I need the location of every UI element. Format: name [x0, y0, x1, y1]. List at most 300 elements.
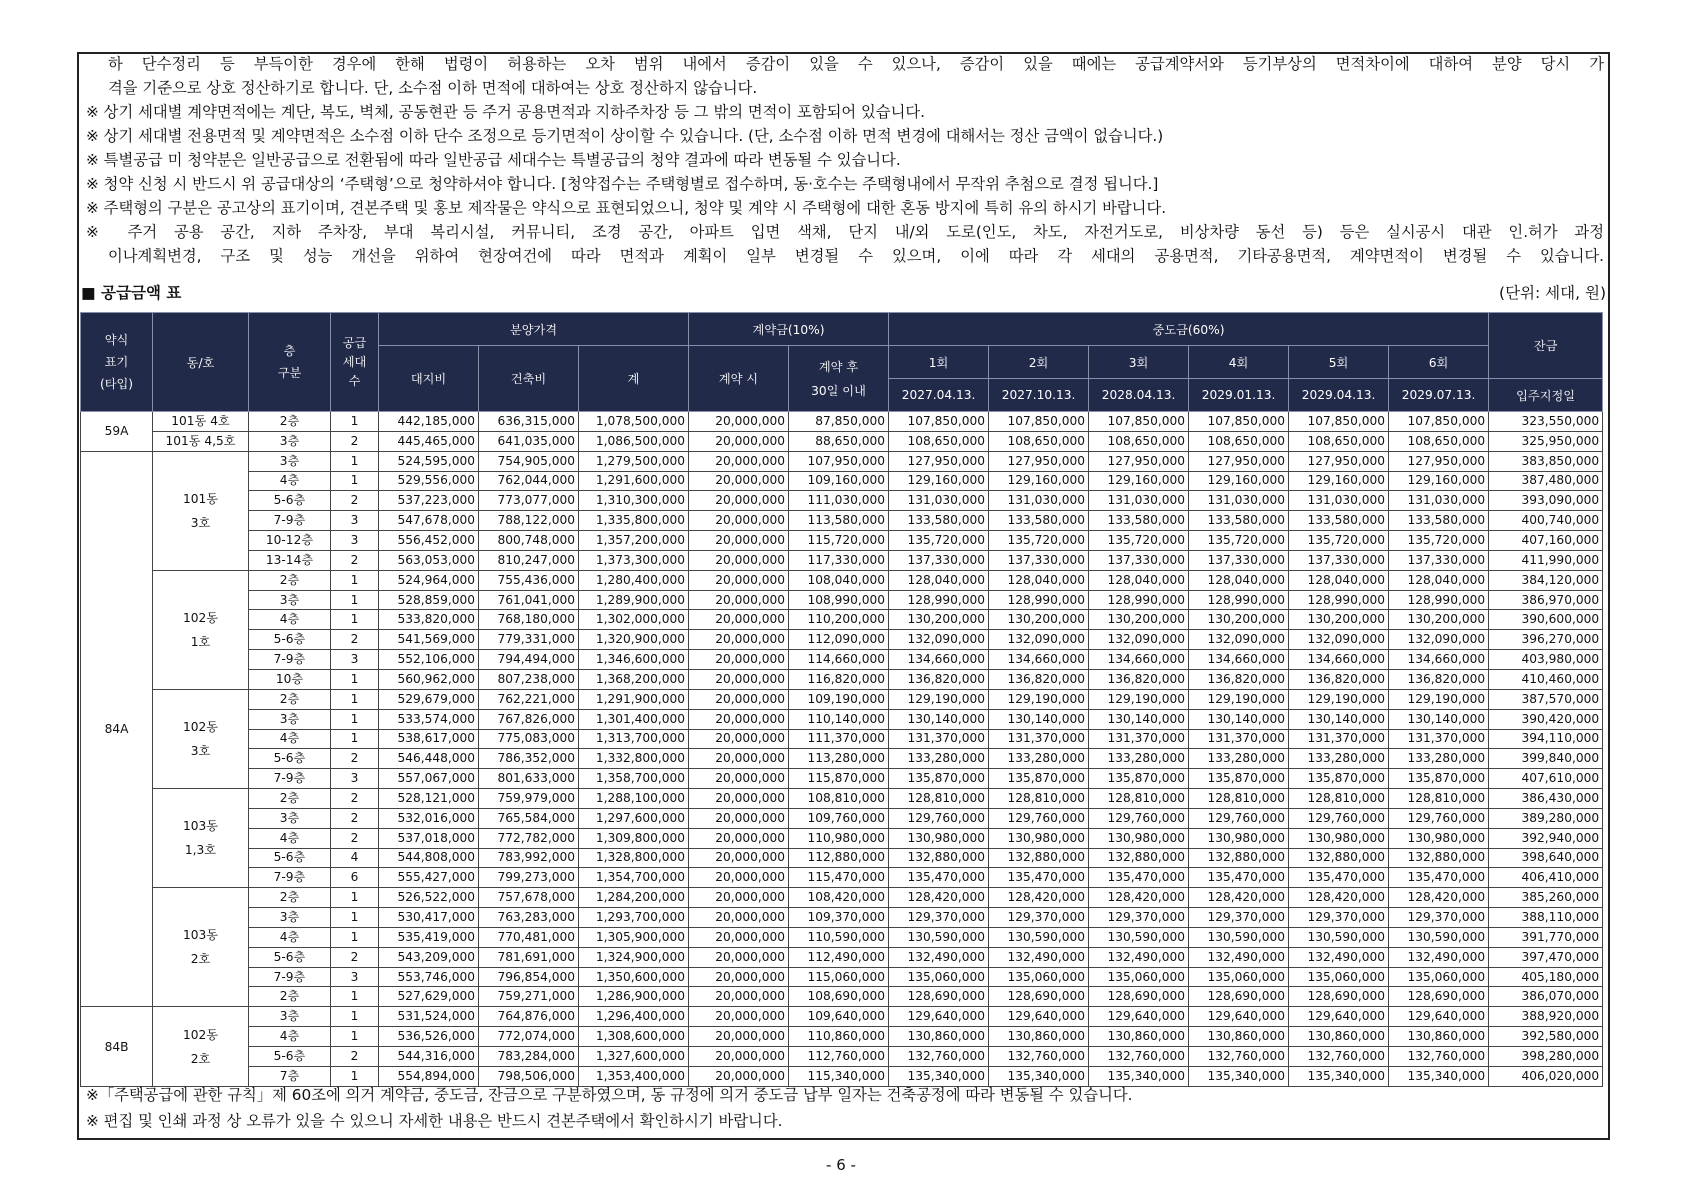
amount-cell: 1,086,500,000 — [579, 431, 689, 451]
amount-cell: 1,358,700,000 — [579, 769, 689, 789]
amount-cell: 135,870,000 — [989, 769, 1089, 789]
amount-cell: 524,964,000 — [379, 570, 479, 590]
amount-cell: 1,354,700,000 — [579, 868, 689, 888]
floor-cell: 5-6층 — [249, 749, 331, 769]
header-balance-date: 입주지정일 — [1489, 379, 1603, 412]
note-line: ※ 주택형의 구분은 공고상의 표기이며, 견본주택 및 홍보 제작물은 약식으로 표현되었으니, 청약 및 계약 시 주택형에 대한 혼동 방지에 특히 유의 하시기 바랍니다. — [86, 199, 1167, 217]
amount-cell: 133,280,000 — [1089, 749, 1189, 769]
type-cell: 84A — [81, 451, 153, 1007]
amount-cell: 768,180,000 — [479, 610, 579, 630]
amount-cell: 107,850,000 — [989, 412, 1089, 432]
amount-cell: 132,490,000 — [1289, 947, 1389, 967]
amount-cell: 135,340,000 — [989, 1066, 1089, 1086]
table-row — [81, 888, 1603, 908]
amount-cell: 385,260,000 — [1489, 888, 1603, 908]
amount-cell: 755,436,000 — [479, 570, 579, 590]
supply-count-cell: 3 — [331, 531, 379, 551]
floor-cell: 3층 — [249, 1007, 331, 1027]
floor-cell: 7-9층 — [249, 769, 331, 789]
amount-cell: 135,060,000 — [1089, 967, 1189, 987]
header-building: 건축비 — [479, 346, 579, 412]
table-row — [81, 630, 1603, 650]
amount-cell: 133,280,000 — [1389, 749, 1489, 769]
amount-cell: 794,494,000 — [479, 650, 579, 670]
amount-cell: 112,880,000 — [789, 848, 889, 868]
supply-count-cell: 6 — [331, 868, 379, 888]
amount-cell: 1,297,600,000 — [579, 808, 689, 828]
amount-cell: 390,420,000 — [1489, 709, 1603, 729]
supply-count-cell: 1 — [331, 689, 379, 709]
amount-cell: 130,590,000 — [889, 927, 989, 947]
amount-cell: 127,950,000 — [889, 451, 989, 471]
header-round-date: 2027.10.13. — [989, 379, 1089, 412]
amount-cell: 137,330,000 — [1389, 550, 1489, 570]
amount-cell: 393,090,000 — [1489, 491, 1603, 511]
note-line: ※ 청약 신청 시 반드시 위 공급대상의 ‘주택형’으로 청약하셔야 합니다. [청약접수는 주택형별로 접수하며, 동·호수는 주택형내에서 무작위 추첨으로 결정 됩니다.] — [86, 175, 1159, 193]
floor-cell: 3층 — [249, 908, 331, 928]
amount-cell: 407,160,000 — [1489, 531, 1603, 551]
page-number: - 6 - — [826, 1156, 856, 1174]
supply-count-cell: 2 — [331, 749, 379, 769]
amount-cell: 406,410,000 — [1489, 868, 1603, 888]
amount-cell: 781,691,000 — [479, 947, 579, 967]
table-row — [81, 709, 1603, 729]
floor-cell: 7-9층 — [249, 868, 331, 888]
table-row — [81, 451, 1603, 471]
table-row — [81, 729, 1603, 749]
amount-cell: 133,280,000 — [1189, 749, 1289, 769]
amount-cell: 112,090,000 — [789, 630, 889, 650]
amount-cell: 127,950,000 — [989, 451, 1089, 471]
amount-cell: 132,880,000 — [1389, 848, 1489, 868]
amount-cell: 108,690,000 — [789, 987, 889, 1007]
floor-cell: 4층 — [249, 1027, 331, 1047]
amount-cell: 110,140,000 — [789, 709, 889, 729]
amount-cell: 135,720,000 — [1089, 531, 1189, 551]
note-line: 이나계획변경, 구조 및 성능 개선을 위하여 현장여건에 따라 면적과 계획이 일부 변경될 수 있으며, 이에 따라 각 세대의 공용면적, 기타공용면적, 계약면적이 변경될 수 있습니다. — [108, 247, 1604, 265]
amount-cell: 137,330,000 — [1189, 550, 1289, 570]
header-balance: 잔금 — [1489, 313, 1603, 379]
table-row — [81, 689, 1603, 709]
amount-cell: 130,860,000 — [1089, 1027, 1189, 1047]
amount-cell: 133,580,000 — [889, 511, 989, 531]
amount-cell: 115,340,000 — [789, 1066, 889, 1086]
supply-count-cell: 1 — [331, 570, 379, 590]
amount-cell: 764,876,000 — [479, 1007, 579, 1027]
header-floor: 층 구분 — [249, 313, 331, 412]
amount-cell: 403,980,000 — [1489, 650, 1603, 670]
amount-cell: 131,030,000 — [1089, 491, 1189, 511]
amount-cell: 1,324,900,000 — [579, 947, 689, 967]
amount-cell: 1,309,800,000 — [579, 828, 689, 848]
amount-cell: 108,650,000 — [1089, 431, 1189, 451]
table-row — [81, 531, 1603, 551]
amount-cell: 128,690,000 — [1289, 987, 1389, 1007]
amount-cell: 387,480,000 — [1489, 471, 1603, 491]
table-row — [81, 431, 1603, 451]
amount-cell: 531,524,000 — [379, 1007, 479, 1027]
amount-cell: 135,720,000 — [889, 531, 989, 551]
amount-cell: 107,950,000 — [789, 451, 889, 471]
amount-cell: 546,448,000 — [379, 749, 479, 769]
supply-count-cell: 1 — [331, 987, 379, 1007]
amount-cell: 20,000,000 — [689, 431, 789, 451]
amount-cell: 132,760,000 — [1189, 1047, 1289, 1067]
amount-cell: 130,590,000 — [1189, 927, 1289, 947]
amount-cell: 136,820,000 — [889, 669, 989, 689]
table-row — [81, 749, 1603, 769]
floor-cell: 3층 — [249, 431, 331, 451]
floor-cell: 4층 — [249, 927, 331, 947]
amount-cell: 129,760,000 — [989, 808, 1089, 828]
amount-cell: 135,470,000 — [1389, 868, 1489, 888]
supply-count-cell: 1 — [331, 1027, 379, 1047]
amount-cell: 557,067,000 — [379, 769, 479, 789]
amount-cell: 131,030,000 — [889, 491, 989, 511]
supply-count-cell: 3 — [331, 769, 379, 789]
amount-cell: 135,340,000 — [1189, 1066, 1289, 1086]
floor-cell: 2층 — [249, 789, 331, 809]
amount-cell: 127,950,000 — [1289, 451, 1389, 471]
supply-count-cell: 1 — [331, 451, 379, 471]
amount-cell: 129,370,000 — [1189, 908, 1289, 928]
amount-cell: 529,556,000 — [379, 471, 479, 491]
amount-cell: 555,427,000 — [379, 868, 479, 888]
supply-count-cell: 1 — [331, 669, 379, 689]
amount-cell: 131,030,000 — [989, 491, 1089, 511]
amount-cell: 391,770,000 — [1489, 927, 1603, 947]
amount-cell: 1,346,600,000 — [579, 650, 689, 670]
amount-cell: 113,580,000 — [789, 511, 889, 531]
amount-cell: 128,810,000 — [989, 789, 1089, 809]
header-middle: 중도금(60%) — [889, 313, 1489, 346]
table-body — [81, 412, 1603, 1087]
amount-cell: 552,106,000 — [379, 650, 479, 670]
amount-cell: 788,122,000 — [479, 511, 579, 531]
amount-cell: 109,190,000 — [789, 689, 889, 709]
amount-cell: 109,760,000 — [789, 808, 889, 828]
amount-cell: 410,460,000 — [1489, 669, 1603, 689]
amount-cell: 128,990,000 — [1289, 590, 1389, 610]
amount-cell: 445,465,000 — [379, 431, 479, 451]
amount-cell: 128,690,000 — [989, 987, 1089, 1007]
amount-cell: 20,000,000 — [689, 590, 789, 610]
amount-cell: 1,078,500,000 — [579, 412, 689, 432]
floor-cell: 3층 — [249, 709, 331, 729]
amount-cell: 20,000,000 — [689, 1007, 789, 1027]
amount-cell: 108,990,000 — [789, 590, 889, 610]
amount-cell: 411,990,000 — [1489, 550, 1603, 570]
amount-cell: 131,370,000 — [1389, 729, 1489, 749]
header-dong-ho: 동/호 — [153, 313, 249, 412]
amount-cell: 130,860,000 — [889, 1027, 989, 1047]
amount-cell: 130,980,000 — [1389, 828, 1489, 848]
floor-cell: 5-6층 — [249, 1047, 331, 1067]
floor-cell: 3층 — [249, 590, 331, 610]
amount-cell: 107,850,000 — [1289, 412, 1389, 432]
floor-cell: 2층 — [249, 987, 331, 1007]
amount-cell: 128,990,000 — [889, 590, 989, 610]
amount-cell: 1,328,800,000 — [579, 848, 689, 868]
amount-cell: 128,420,000 — [1089, 888, 1189, 908]
amount-cell: 1,293,700,000 — [579, 908, 689, 928]
amount-cell: 547,678,000 — [379, 511, 479, 531]
table-row — [81, 848, 1603, 868]
header-contract: 계약금(10%) — [689, 313, 889, 346]
supply-count-cell: 2 — [331, 491, 379, 511]
amount-cell: 772,782,000 — [479, 828, 579, 848]
amount-cell: 130,980,000 — [1089, 828, 1189, 848]
amount-cell: 130,200,000 — [889, 610, 989, 630]
amount-cell: 110,200,000 — [789, 610, 889, 630]
amount-cell: 135,470,000 — [1089, 868, 1189, 888]
amount-cell: 136,820,000 — [1389, 669, 1489, 689]
amount-cell: 134,660,000 — [1189, 650, 1289, 670]
amount-cell: 775,083,000 — [479, 729, 579, 749]
supply-count-cell: 2 — [331, 630, 379, 650]
amount-cell: 1,279,500,000 — [579, 451, 689, 471]
header-round-date: 2029.07.13. — [1389, 379, 1489, 412]
amount-cell: 133,280,000 — [889, 749, 989, 769]
amount-cell: 134,660,000 — [1389, 650, 1489, 670]
amount-cell: 397,470,000 — [1489, 947, 1603, 967]
header-round: 1회 — [889, 346, 989, 379]
amount-cell: 137,330,000 — [1089, 550, 1189, 570]
amount-cell: 110,980,000 — [789, 828, 889, 848]
amount-cell: 398,280,000 — [1489, 1047, 1603, 1067]
amount-cell: 130,140,000 — [1089, 709, 1189, 729]
amount-cell: 133,280,000 — [1289, 749, 1389, 769]
amount-cell: 129,640,000 — [1189, 1007, 1289, 1027]
amount-cell: 108,810,000 — [789, 789, 889, 809]
amount-cell: 135,470,000 — [1289, 868, 1389, 888]
amount-cell: 129,160,000 — [1089, 471, 1189, 491]
supply-count-cell: 1 — [331, 1066, 379, 1086]
amount-cell: 765,584,000 — [479, 808, 579, 828]
floor-cell: 5-6층 — [249, 491, 331, 511]
amount-cell: 388,110,000 — [1489, 908, 1603, 928]
table-row — [81, 789, 1603, 809]
amount-cell: 554,894,000 — [379, 1066, 479, 1086]
supply-count-cell: 1 — [331, 610, 379, 630]
amount-cell: 1,332,800,000 — [579, 749, 689, 769]
amount-cell: 135,060,000 — [1289, 967, 1389, 987]
amount-cell: 130,140,000 — [1289, 709, 1389, 729]
amount-cell: 129,760,000 — [889, 808, 989, 828]
amount-cell: 133,580,000 — [1289, 511, 1389, 531]
amount-cell: 134,660,000 — [1289, 650, 1389, 670]
supply-count-cell: 1 — [331, 908, 379, 928]
amount-cell: 20,000,000 — [689, 828, 789, 848]
section-header — [81, 281, 1606, 305]
amount-cell: 132,880,000 — [1189, 848, 1289, 868]
supply-count-cell: 2 — [331, 828, 379, 848]
amount-cell: 108,650,000 — [1289, 431, 1389, 451]
amount-cell: 133,580,000 — [1189, 511, 1289, 531]
floor-cell: 3층 — [249, 451, 331, 471]
supply-count-cell: 4 — [331, 848, 379, 868]
amount-cell: 129,160,000 — [989, 471, 1089, 491]
amount-cell: 131,370,000 — [1089, 729, 1189, 749]
amount-cell: 132,090,000 — [1389, 630, 1489, 650]
amount-cell: 135,720,000 — [989, 531, 1089, 551]
amount-cell: 533,574,000 — [379, 709, 479, 729]
amount-cell: 20,000,000 — [689, 412, 789, 432]
amount-cell: 133,580,000 — [989, 511, 1089, 531]
amount-cell: 1,280,400,000 — [579, 570, 689, 590]
amount-cell: 135,870,000 — [1089, 769, 1189, 789]
amount-cell: 131,370,000 — [889, 729, 989, 749]
amount-cell: 130,980,000 — [1189, 828, 1289, 848]
header-round: 4회 — [1189, 346, 1289, 379]
amount-cell: 129,640,000 — [1289, 1007, 1389, 1027]
supply-count-cell: 1 — [331, 927, 379, 947]
amount-cell: 799,273,000 — [479, 868, 579, 888]
dong-ho-cell: 102동 3호 — [153, 689, 249, 788]
header-round: 3회 — [1089, 346, 1189, 379]
amount-cell: 762,044,000 — [479, 471, 579, 491]
supply-count-cell: 2 — [331, 550, 379, 570]
amount-cell: 129,640,000 — [1089, 1007, 1189, 1027]
supply-count-cell: 2 — [331, 789, 379, 809]
floor-cell: 5-6층 — [249, 630, 331, 650]
amount-cell: 1,320,900,000 — [579, 630, 689, 650]
table-row — [81, 828, 1603, 848]
amount-cell: 20,000,000 — [689, 987, 789, 1007]
floor-cell: 2층 — [249, 689, 331, 709]
table-row — [81, 947, 1603, 967]
amount-cell: 524,595,000 — [379, 451, 479, 471]
dong-ho-cell: 102동 1호 — [153, 570, 249, 689]
floor-cell: 10-12층 — [249, 531, 331, 551]
amount-cell: 20,000,000 — [689, 749, 789, 769]
floor-cell: 2층 — [249, 570, 331, 590]
type-cell: 59A — [81, 412, 153, 452]
amount-cell: 770,481,000 — [479, 927, 579, 947]
amount-cell: 130,980,000 — [989, 828, 1089, 848]
amount-cell: 128,420,000 — [1189, 888, 1289, 908]
amount-cell: 135,870,000 — [1189, 769, 1289, 789]
supply-price-table — [80, 312, 1603, 1087]
amount-cell: 1,302,000,000 — [579, 610, 689, 630]
amount-cell: 20,000,000 — [689, 789, 789, 809]
amount-cell: 537,223,000 — [379, 491, 479, 511]
header-round: 2회 — [989, 346, 1089, 379]
amount-cell: 135,470,000 — [889, 868, 989, 888]
table-row — [81, 669, 1603, 689]
amount-cell: 134,660,000 — [1089, 650, 1189, 670]
amount-cell: 130,140,000 — [1389, 709, 1489, 729]
amount-cell: 396,270,000 — [1489, 630, 1603, 650]
amount-cell: 529,679,000 — [379, 689, 479, 709]
amount-cell: 1,305,900,000 — [579, 927, 689, 947]
amount-cell: 386,070,000 — [1489, 987, 1603, 1007]
amount-cell: 130,590,000 — [1089, 927, 1189, 947]
header-round: 6회 — [1389, 346, 1489, 379]
amount-cell: 20,000,000 — [689, 491, 789, 511]
amount-cell: 130,590,000 — [1289, 927, 1389, 947]
amount-cell: 128,040,000 — [889, 570, 989, 590]
table-row — [81, 908, 1603, 928]
floor-cell: 10층 — [249, 669, 331, 689]
amount-cell: 1,289,900,000 — [579, 590, 689, 610]
amount-cell: 135,340,000 — [1289, 1066, 1389, 1086]
header-land: 대지비 — [379, 346, 479, 412]
amount-cell: 763,283,000 — [479, 908, 579, 928]
supply-count-cell: 2 — [331, 431, 379, 451]
amount-cell: 130,590,000 — [989, 927, 1089, 947]
amount-cell: 109,160,000 — [789, 471, 889, 491]
amount-cell: 129,160,000 — [1389, 471, 1489, 491]
amount-cell: 527,629,000 — [379, 987, 479, 1007]
amount-cell: 129,370,000 — [1389, 908, 1489, 928]
note-line: ※ 주거 공용 공간, 지하 주차장, 부대 복리시설, 커뮤니티, 조경 공간, 아파트 입면 색채, 단지 내/외 도로(인도, 차도, 자전거도로, 비상차량 동선 등) 등은 실시공시 대관 인.허가 과정 — [86, 223, 1604, 241]
floor-cell: 4층 — [249, 610, 331, 630]
table-row — [81, 967, 1603, 987]
amount-cell: 128,990,000 — [1189, 590, 1289, 610]
amount-cell: 323,550,000 — [1489, 412, 1603, 432]
amount-cell: 129,760,000 — [1089, 808, 1189, 828]
amount-cell: 132,090,000 — [1289, 630, 1389, 650]
amount-cell: 128,040,000 — [1389, 570, 1489, 590]
amount-cell: 115,470,000 — [789, 868, 889, 888]
section-title: ■ 공급금액 표 — [81, 284, 182, 302]
amount-cell: 560,962,000 — [379, 669, 479, 689]
amount-cell: 636,315,000 — [479, 412, 579, 432]
amount-cell: 553,746,000 — [379, 967, 479, 987]
supply-count-cell: 1 — [331, 709, 379, 729]
amount-cell: 132,760,000 — [1289, 1047, 1389, 1067]
amount-cell: 88,650,000 — [789, 431, 889, 451]
amount-cell: 386,970,000 — [1489, 590, 1603, 610]
amount-cell: 132,760,000 — [889, 1047, 989, 1067]
amount-cell: 130,860,000 — [1189, 1027, 1289, 1047]
notes-top — [86, 52, 1604, 268]
supply-count-cell: 2 — [331, 1047, 379, 1067]
floor-cell: 7-9층 — [249, 967, 331, 987]
amount-cell: 115,870,000 — [789, 769, 889, 789]
amount-cell: 528,859,000 — [379, 590, 479, 610]
amount-cell: 109,640,000 — [789, 1007, 889, 1027]
amount-cell: 130,860,000 — [989, 1027, 1089, 1047]
note-line: 하 단수정리 등 부득이한 경우에 한해 법령이 허용하는 오차 범위 내에서 증감이 있을 수 있으나, 증감이 있을 때에는 공급계약서와 등기부상의 면적차이에 대하여 분양 당시 가 — [108, 55, 1604, 73]
amount-cell: 1,327,600,000 — [579, 1047, 689, 1067]
amount-cell: 132,760,000 — [1089, 1047, 1189, 1067]
amount-cell: 128,990,000 — [1389, 590, 1489, 610]
floor-cell: 7-9층 — [249, 511, 331, 531]
header-contract-at: 계약 시 — [689, 346, 789, 412]
amount-cell: 387,570,000 — [1489, 689, 1603, 709]
amount-cell: 759,271,000 — [479, 987, 579, 1007]
amount-cell: 131,030,000 — [1289, 491, 1389, 511]
amount-cell: 384,120,000 — [1489, 570, 1603, 590]
amount-cell: 132,760,000 — [989, 1047, 1089, 1067]
amount-cell: 759,979,000 — [479, 789, 579, 809]
table-row — [81, 1007, 1603, 1027]
header-contract-after: 계약 후 30일 이내 — [789, 346, 889, 412]
amount-cell: 641,035,000 — [479, 431, 579, 451]
amount-cell: 20,000,000 — [689, 808, 789, 828]
amount-cell: 532,016,000 — [379, 808, 479, 828]
amount-cell: 1,286,900,000 — [579, 987, 689, 1007]
amount-cell: 112,490,000 — [789, 947, 889, 967]
amount-cell: 392,940,000 — [1489, 828, 1603, 848]
amount-cell: 20,000,000 — [689, 689, 789, 709]
note-line: ※ 특별공급 미 청약분은 일반공급으로 전환됨에 따라 일반공급 세대수는 특별공급의 청약 결과에 따라 변동될 수 있습니다. — [86, 151, 901, 169]
amount-cell: 128,040,000 — [1189, 570, 1289, 590]
amount-cell: 128,810,000 — [1089, 789, 1189, 809]
amount-cell: 20,000,000 — [689, 729, 789, 749]
